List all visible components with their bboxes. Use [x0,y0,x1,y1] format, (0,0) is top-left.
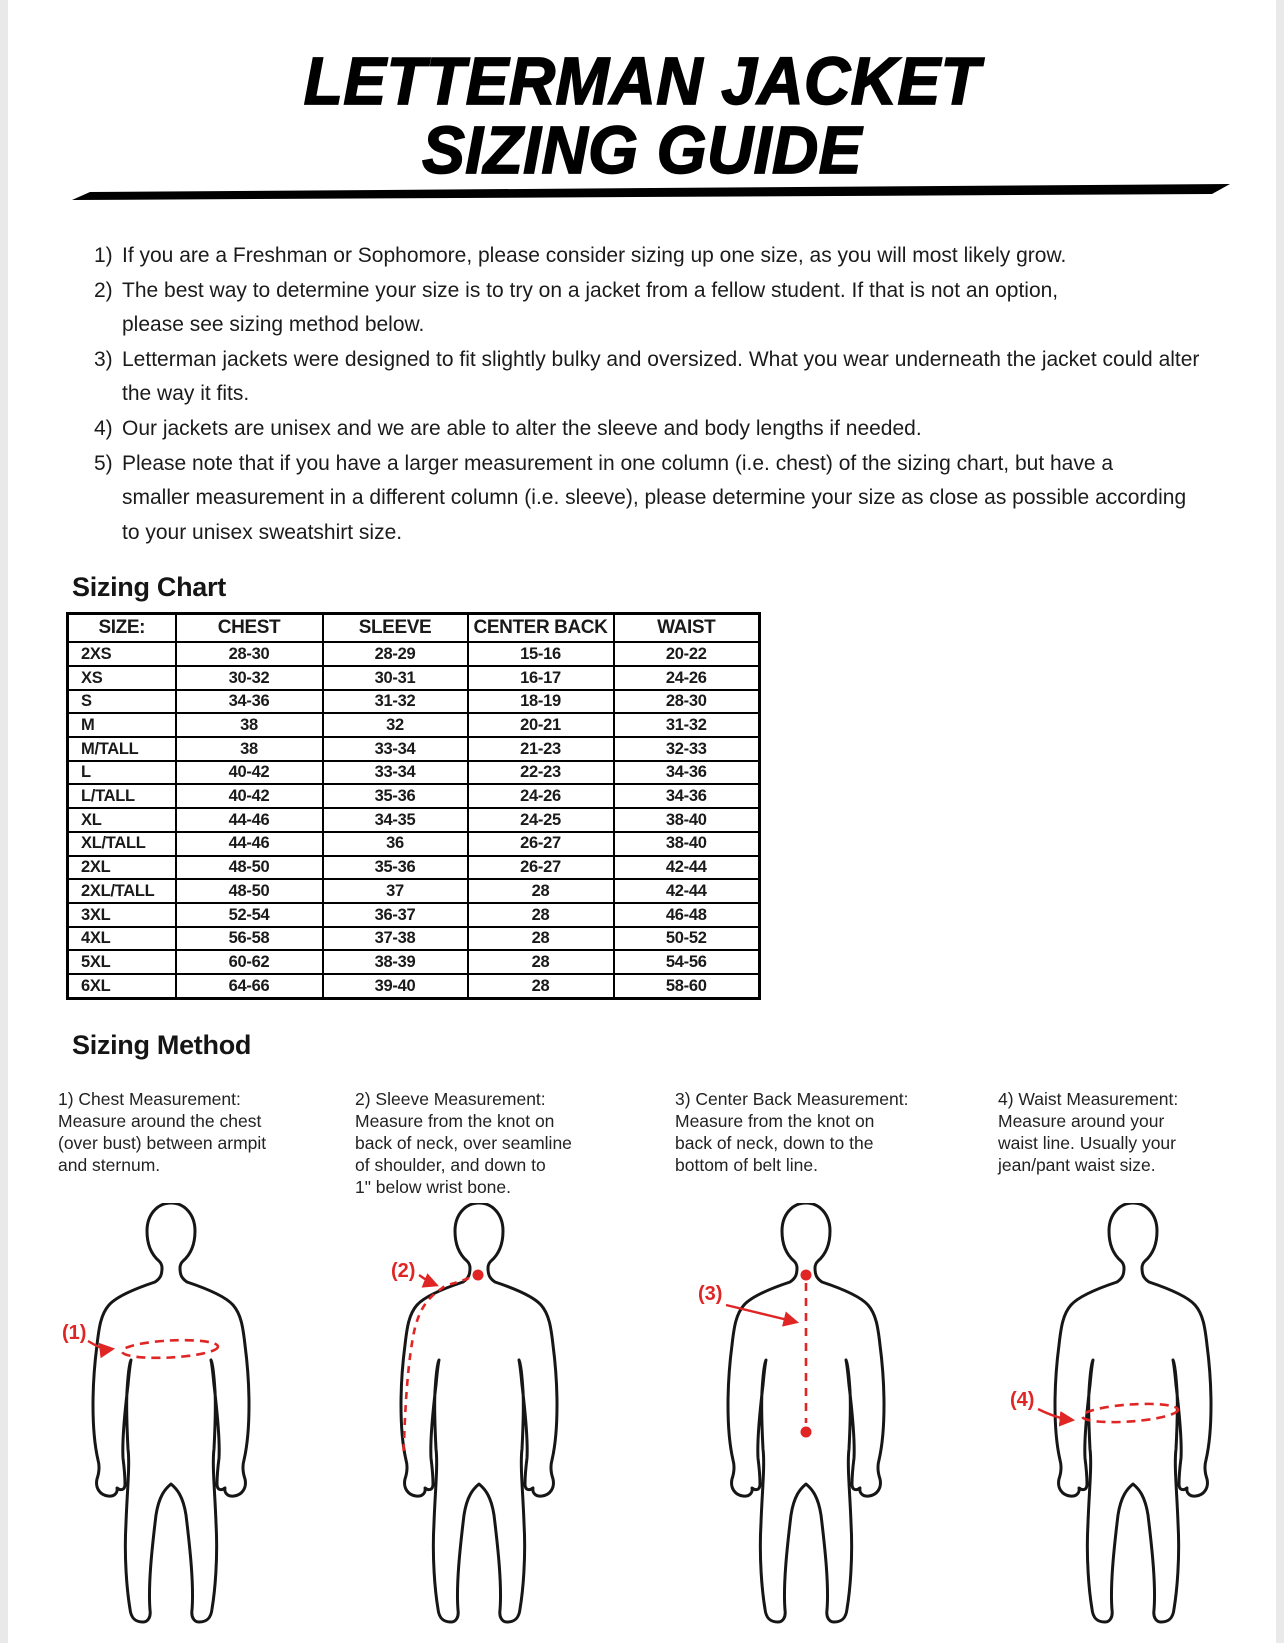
table-row [68,927,760,951]
sizing-chart-heading: Sizing Chart [72,572,226,603]
table-cell: 38-40 [614,808,760,832]
table-cell: 24-25 [468,808,614,832]
center-back-bottom-dot [801,1426,812,1437]
note-number: 3) [94,347,113,371]
method-line: 1" below wrist bone. [355,1176,512,1197]
table-cell: 20-21 [468,713,614,737]
method-line: 1) Chest Measurement: [58,1088,241,1109]
note-item [94,274,1276,343]
table-cell: 33-34 [323,761,468,785]
table-header-cell: WAIST [614,614,760,643]
table-cell: 28 [468,950,614,974]
method-line: 2) Sleeve Measurement: [355,1088,546,1109]
table-cell: 31-32 [323,690,468,714]
table-cell: 34-36 [614,784,760,808]
table-cell: 40-42 [176,784,323,808]
page-title-line1: LETTERMAN JACKET [303,43,981,120]
table-cell: 26-27 [468,832,614,856]
table-cell: 20-22 [614,642,760,666]
table-row [68,950,760,974]
table-cell: 38-39 [323,950,468,974]
method-column-2 [355,1088,572,1198]
table-row [68,856,760,880]
note-line: the way it fits. [122,382,250,406]
table-header-cell: SLEEVE [323,614,468,643]
table-header-cell: CHEST [176,614,323,643]
title-block [8,0,1276,228]
table-row [68,737,760,761]
body-outline [1055,1203,1211,1622]
center-back-top-dot [801,1269,812,1280]
table-cell: 22-23 [468,761,614,785]
table-cell: 35-36 [323,856,468,880]
method-line: jean/pant waist size. [998,1154,1156,1175]
page-title-line2: SIZING GUIDE [422,112,862,189]
size-label-cell: 4XL [68,927,176,951]
table-cell: 36 [323,832,468,856]
table-row [68,666,760,690]
table-cell: 15-16 [468,642,614,666]
note-line: to your unisex sweatshirt size. [122,520,403,544]
table-cell: 38 [176,713,323,737]
figure-waist [1010,1203,1211,1622]
size-label-cell: XL/TALL [68,832,176,856]
note-line: please see sizing method below. [122,313,425,337]
note-item [94,412,1276,447]
method-line: of shoulder, and down to [355,1154,546,1175]
note-item [94,239,1276,274]
note-number: 4) [94,416,113,440]
method-line: and sternum. [58,1154,161,1175]
table-cell: 31-32 [614,713,760,737]
note-text [122,447,1186,551]
title-divider [52,156,1232,202]
method-line: back of neck, down to the [675,1132,874,1153]
table-cell: 28-29 [323,642,468,666]
size-label-cell: 2XL/TALL [68,879,176,903]
note-item [94,343,1276,412]
table-cell: 24-26 [468,784,614,808]
size-label-cell: XS [68,666,176,690]
method-line: waist line. Usually your [998,1132,1176,1153]
table-cell: 46-48 [614,903,760,927]
table-cell: 42-44 [614,879,760,903]
table-cell: 32 [323,713,468,737]
table-cell: 40-42 [176,761,323,785]
table-cell: 33-34 [323,737,468,761]
notes-list [94,239,1276,550]
size-label-cell: L [68,761,176,785]
table-cell: 48-50 [176,856,323,880]
table-cell: 44-46 [176,832,323,856]
figure-label-1: (1) [62,1321,87,1344]
table-cell: 32-33 [614,737,760,761]
table-row [68,879,760,903]
figure-label-2: (2) [391,1259,416,1282]
size-label-cell: S [68,690,176,714]
method-line: Measure from the knot on [675,1110,875,1131]
method-line: bottom of belt line. [675,1154,818,1175]
method-column-1 [58,1088,266,1176]
table-cell: 58-60 [614,974,760,998]
figure-sleeve [391,1203,557,1622]
size-label-cell: M/TALL [68,737,176,761]
sleeve-knot-dot [473,1269,484,1280]
table-cell: 30-31 [323,666,468,690]
table-cell: 54-56 [614,950,760,974]
note-number: 2) [94,278,113,302]
size-label-cell: L/TALL [68,784,176,808]
table-cell: 26-27 [468,856,614,880]
sizing-method-columns [8,1084,1276,1203]
note-line: The best way to determine your size is to try on a jacket from a fellow student. If that is not an option, [122,278,1059,302]
method-line: 4) Waist Measurement: [998,1088,1179,1109]
size-label-cell: 6XL [68,974,176,998]
size-label-cell: 5XL [68,950,176,974]
method-line: Measure around your [998,1110,1165,1131]
figure-arrow-2 [419,1275,436,1285]
measurement-figures [8,1203,1276,1643]
note-number: 1) [94,244,113,267]
table-cell: 37-38 [323,927,468,951]
sizing-method-heading: Sizing Method [72,1029,252,1060]
table-cell: 28 [468,974,614,998]
method-line: back of neck, over seamline [355,1132,572,1153]
table-row [68,713,760,737]
body-outline [93,1203,249,1622]
table-cell: 38-40 [614,832,760,856]
table-cell: 64-66 [176,974,323,998]
table-cell: 39-40 [323,974,468,998]
table-cell: 34-35 [323,808,468,832]
method-column-3 [675,1088,908,1176]
note-text [122,239,1066,274]
size-label-cell: M [68,713,176,737]
table-cell: 28 [468,879,614,903]
size-label-cell: 2XL [68,856,176,880]
table-cell: 28 [468,927,614,951]
note-line: If you are a Freshman or Sophomore, please consider sizing up one size, as you will most likely grow. [122,244,1067,267]
size-label-cell: 2XS [68,642,176,666]
table-row [68,808,760,832]
method-line: Measure from the knot on [355,1110,555,1131]
figure-center-back [698,1203,884,1622]
table-row [68,974,760,998]
table-cell: 50-52 [614,927,760,951]
method-line: (over bust) between armpit [58,1132,267,1153]
table-cell: 35-36 [323,784,468,808]
table-cell: 56-58 [176,927,323,951]
table-cell: 36-37 [323,903,468,927]
method-column-4 [998,1088,1178,1176]
body-outline [728,1203,884,1622]
figure-label-3: (3) [698,1282,723,1305]
table-cell: 28 [468,903,614,927]
size-label-cell: XL [68,808,176,832]
table-cell: 18-19 [468,690,614,714]
table-row [68,642,760,666]
table-cell: 48-50 [176,879,323,903]
table-row [68,784,760,808]
table-row [68,761,760,785]
note-text [122,412,922,447]
table-cell: 38 [176,737,323,761]
table-row [68,832,760,856]
document-page [8,0,1276,1643]
note-line: Letterman jackets were designed to fit slightly bulky and oversized. What you wear underneath the jacket could alter [122,347,1200,371]
table-row [68,903,760,927]
table-cell: 42-44 [614,856,760,880]
note-line: Our jackets are unisex and we are able to alter the sleeve and body lengths if needed. [122,416,922,440]
table-cell: 34-36 [614,761,760,785]
figure-label-4: (4) [1010,1388,1035,1411]
note-line: smaller measurement in a different column (i.e. sleeve), please determine your size as close as possible according [122,486,1187,510]
body-outline [401,1203,557,1622]
table-header-cell: SIZE: [68,614,176,643]
note-line: Please note that if you have a larger measurement in one column (i.e. chest) of the sizing chart, but have a [122,451,1114,475]
size-label-cell: 3XL [68,903,176,927]
table-cell: 60-62 [176,950,323,974]
note-text [122,343,1199,412]
note-item [94,447,1276,551]
table-cell: 52-54 [176,903,323,927]
table-row [68,690,760,714]
table-cell: 28-30 [176,642,323,666]
table-cell: 16-17 [468,666,614,690]
table-header-cell: CENTER BACK [468,614,614,643]
sizing-chart-table [66,612,761,999]
table-header-row [68,614,760,643]
figure-chest [62,1203,249,1622]
table-cell: 37 [323,879,468,903]
note-number: 5) [94,451,113,475]
table-cell: 44-46 [176,808,323,832]
note-text [122,274,1058,343]
table-cell: 34-36 [176,690,323,714]
method-line: 3) Center Back Measurement: [675,1088,909,1109]
table-cell: 30-32 [176,666,323,690]
table-cell: 28-30 [614,690,760,714]
table-cell: 24-26 [614,666,760,690]
table-cell: 21-23 [468,737,614,761]
method-line: Measure around the chest [58,1110,262,1131]
